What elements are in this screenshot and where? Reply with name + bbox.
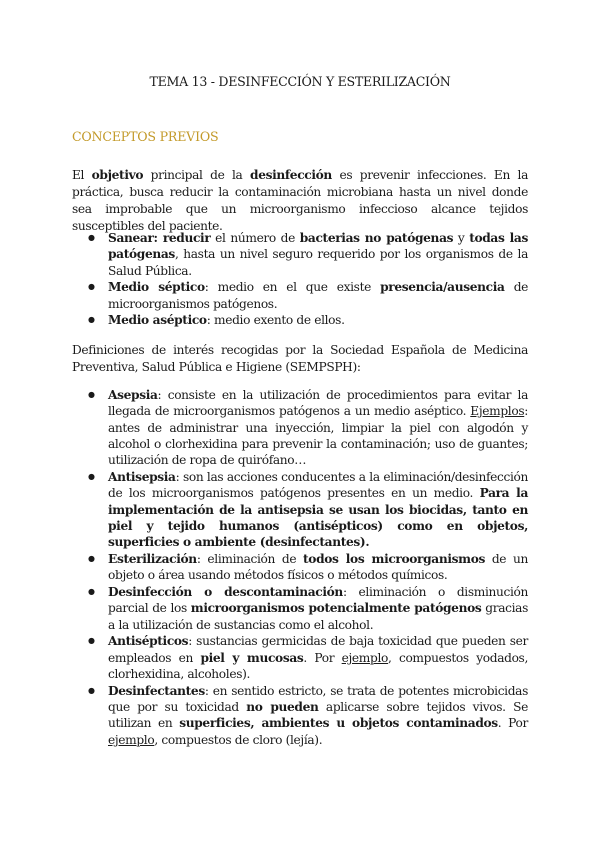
list-item-desinfeccion: ● Desinfección o descontaminación: eliminación o disminución parcial de los microorganismos potencialmente patógenos gracias a la utilización de sustancias como el alcohol.: [72, 584, 528, 633]
list-item-medio-septico: ● Medio séptico: medio en el que existe presencia/ausencia de microorganismos patógenos.: [72, 279, 528, 312]
list-item-desinfectantes: ● Desinfectantes: en sentido estricto, se trata de potentes microbicidas que por su toxicidad no pueden aplicarse sobre tejidos vivos. Se utilizan en superficies, ambientes u objetos contaminados. Por ejemplo, compuestos de cloro (lejía).: [72, 683, 528, 748]
list-item-antisepticos: ● Antisépticos: sustancias germicidas de baja toxicidad que pueden ser empleados en piel y mucosas. Por ejemplo, compuestos yodados, clorhexidina, alcoholes).: [72, 633, 528, 682]
list-item-asepsia: ● Asepsia: consiste en la utilización de procedimientos para evitar la llegada de microorganismos patógenos a un medio aséptico. Ejemplos: antes de administrar una inyección, limpiar la piel con algodón y alcohol o clorhexidina para prevenir la contaminación; uso de guantes; utilización de ropa de quirófano…: [72, 387, 528, 468]
intro-paragraph: El objetivo principal de la desinfección es prevenir infecciones. En la práctica, busca reducir la contaminación microbiana hasta un nivel donde sea improbable que un microorganismo infeccioso alcance tejidos susceptibles del paciente.: [72, 168, 528, 233]
list-item-antisepsia: ● Antisepsia: son las acciones conducentes a la eliminación/desinfección de los microorganismos patógenos presentes en un medio. Para la implementación de la antisepsia se usan los biocidas, tanto en piel y tejido humanos (antisépticos) como en objetos, superficies o ambiente (desinfectantes).: [72, 469, 528, 550]
list-item-sanear: ● Sanear: reducir el número de bacterias no patógenas y todas las patógenas, hasta un nivel seguro requerido por los organismos de la Salud Pública.: [72, 230, 528, 279]
concepts-list: [72, 230, 528, 329]
definitions-list: [72, 387, 528, 749]
page-title: TEMA 13 - DESINFECCIÓN Y ESTERILIZACIÓN: [149, 74, 451, 89]
definitions-intro: Definiciones de interés recogidas por la Sociedad Española de Medicina Preventiva, Salud Pública e Higiene (SEMPSPH):: [72, 343, 528, 374]
list-item-esterilizacion: ● Esterilización: eliminación de todos los microorganismos de un objeto o área usando métodos físicos o métodos químicos.: [72, 551, 528, 584]
section-heading: CONCEPTOS PREVIOS: [72, 129, 219, 144]
list-item-medio-aseptico: ● Medio aséptico: medio exento de ellos.: [72, 312, 528, 328]
